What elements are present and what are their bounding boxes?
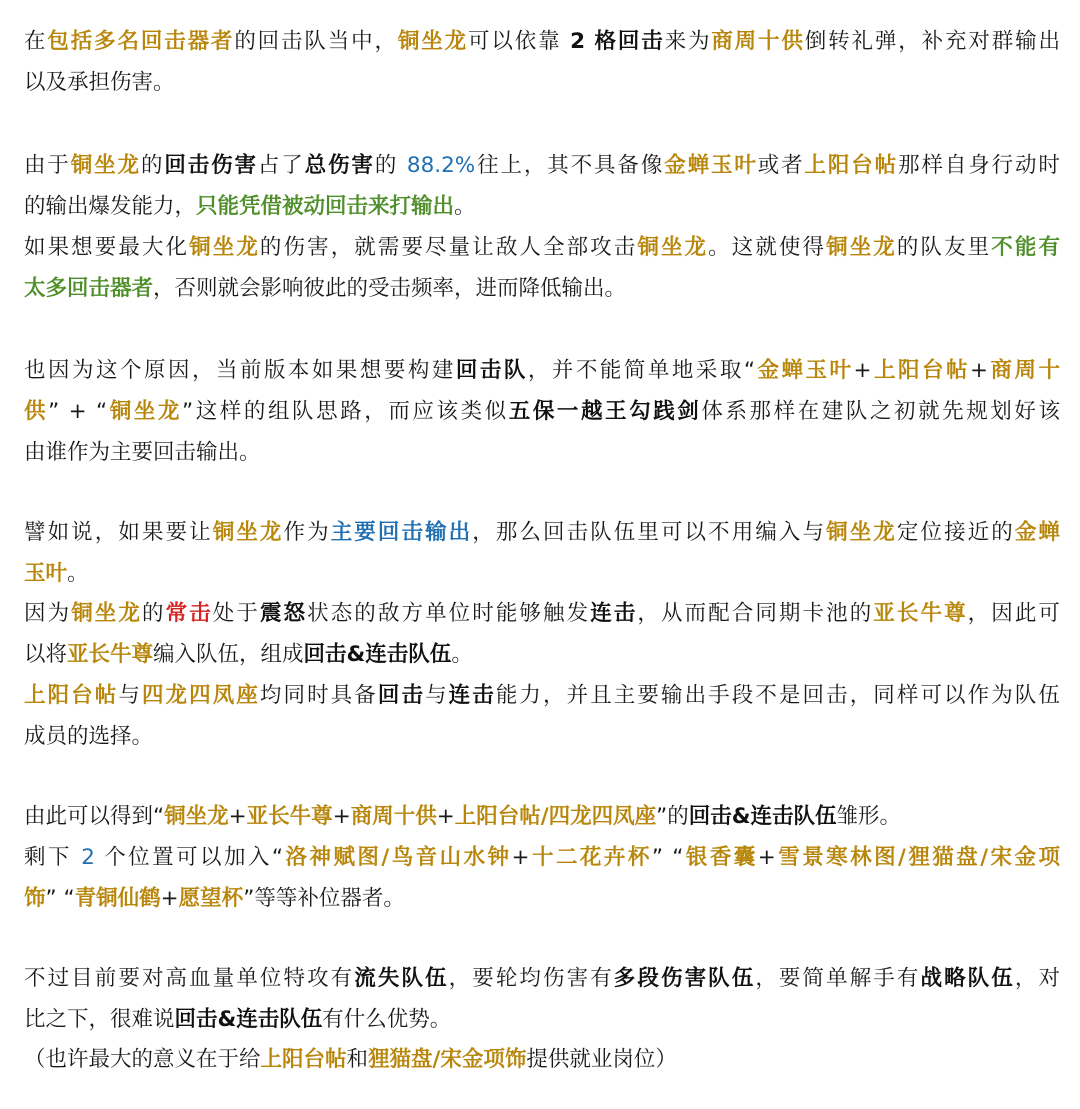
highlight-gold: 洛神赋图/鸟音山水钟 xyxy=(283,845,512,870)
highlight-gold: 狸猫盘/宋金项饰 xyxy=(368,1047,527,1072)
text-span: 的 xyxy=(374,153,407,178)
highlight-gold: 铜坐龙 xyxy=(71,601,142,626)
text-span: 的 xyxy=(140,153,165,178)
text-span: 占了 xyxy=(257,153,305,178)
text-span: 。 xyxy=(67,561,89,586)
text-line xyxy=(24,563,1060,585)
highlight-green: 只能凭借被动回击来打输出 xyxy=(196,194,455,219)
text-span: 。 xyxy=(454,194,476,219)
text-span: 与 xyxy=(425,683,449,708)
highlight-gold: 上阳台帖 xyxy=(871,358,970,383)
text-line xyxy=(24,31,1060,53)
text-span: 倒转礼弹，补充对群输出 xyxy=(804,29,1060,54)
text-span: + xyxy=(160,886,179,911)
text-span: 提供就业岗位） xyxy=(526,1047,677,1072)
highlight-gold: 铜坐龙 xyxy=(397,29,468,54)
text-line xyxy=(24,196,1060,218)
text-span: ” + “ xyxy=(48,399,108,424)
text-span: 不过目前要对高血量单位特攻有 xyxy=(24,966,355,991)
text-span: 均同时具备 xyxy=(259,683,378,708)
highlight-gold: 亚长牛尊 xyxy=(873,601,968,626)
text-line xyxy=(24,968,1060,990)
text-span: ”等等补位器者。 xyxy=(243,886,405,911)
highlight-gold: 铜坐龙 xyxy=(107,399,183,424)
text-span: 剩下 xyxy=(24,845,82,870)
text-span: 状态的敌方单位时能够触发 xyxy=(307,601,591,626)
text-span: 譬如说，如果要让 xyxy=(24,520,213,545)
highlight-bold: 回击&连击队伍 xyxy=(303,642,452,667)
text-span: ” “ xyxy=(45,886,75,911)
highlight-bold: 五保一越王勾践剑 xyxy=(508,399,702,424)
text-line xyxy=(24,847,1060,869)
highlight-gold: 商周十 xyxy=(987,358,1060,383)
text-span: ，并不能简单地采取“ xyxy=(527,358,755,383)
text-span: + xyxy=(436,804,455,829)
text-span: 的伤害，就需要尽量让敌人全部攻击 xyxy=(259,235,638,260)
highlight-bold: 连击 xyxy=(448,683,496,708)
text-span: ，要简单解手有 xyxy=(755,966,921,991)
highlight-gold: 玉叶 xyxy=(24,561,68,586)
text-span: + xyxy=(511,845,530,870)
highlight-gold: 上阳台帖/四龙四凤座 xyxy=(454,804,657,829)
text-span: + xyxy=(228,804,247,829)
highlight-gold: 饰 xyxy=(24,886,46,911)
text-span: 也因为这个原因，当前版本如果想要构建 xyxy=(24,358,456,383)
text-span: 编入队伍，组成 xyxy=(153,642,304,667)
text-line xyxy=(24,360,1060,382)
highlight-bold: 2 格回击 xyxy=(570,29,665,54)
text-line xyxy=(24,1009,1060,1031)
highlight-bold: 连击 xyxy=(590,601,638,626)
highlight-gold: 上阳台帖 xyxy=(804,153,899,178)
highlight-bold: 回击&连击队伍 xyxy=(174,1007,323,1032)
text-span: 与 xyxy=(118,683,142,708)
text-span: 由此可以得到“ xyxy=(24,804,165,829)
highlight-gold: 包括多名回击器者 xyxy=(47,29,235,54)
highlight-blue: 88.2% xyxy=(406,153,476,178)
text-span: 的队友里 xyxy=(896,235,992,260)
text-line xyxy=(24,888,1060,910)
highlight-gold: 铜坐龙 xyxy=(212,520,284,545)
text-span: 能力，并且主要输出手段不是回击，同样可以作为队伍 xyxy=(495,683,1060,708)
text-line xyxy=(24,278,1060,300)
text-span: 的输出爆发能力， xyxy=(24,194,197,219)
text-span: 的 xyxy=(141,601,166,626)
text-span: 因为 xyxy=(24,601,72,626)
text-span: 个位置可以加入“ xyxy=(94,845,284,870)
text-span: （也许最大的意义在于给 xyxy=(24,1047,261,1072)
text-span: 来为 xyxy=(664,29,712,54)
text-span: 那样自身行动时 xyxy=(898,153,1060,178)
text-span: ，对 xyxy=(1014,966,1060,991)
text-span: 由谁作为主要回击输出。 xyxy=(24,440,261,465)
text-span: ” “ xyxy=(651,845,684,870)
highlight-bold: 回击伤害 xyxy=(164,153,258,178)
highlight-gold: 金蝉 xyxy=(1014,520,1060,545)
highlight-bold: 震怒 xyxy=(259,601,308,626)
highlight-gold: 愿望杯 xyxy=(178,886,244,911)
highlight-gold: 金蝉玉叶 xyxy=(664,153,758,178)
highlight-bold: 多段伤害队伍 xyxy=(613,966,756,991)
text-span: + xyxy=(969,358,988,383)
text-span: 雏形。 xyxy=(836,804,902,829)
highlight-green: 不能有 xyxy=(991,235,1060,260)
highlight-gold: 铜坐龙 xyxy=(189,235,260,260)
text-line xyxy=(24,806,1060,828)
text-span: 可以依靠 xyxy=(467,29,571,54)
text-span: 体系那样在建队之初就先规划好该 xyxy=(701,399,1060,424)
text-span: 的回击队当中， xyxy=(234,29,398,54)
text-span: 或者 xyxy=(757,153,805,178)
highlight-gold: 铜坐龙 xyxy=(637,235,709,260)
text-span: ”这样的组队思路，而应该类似 xyxy=(182,399,509,424)
highlight-gold: 铜坐龙 xyxy=(164,804,229,829)
text-span: 在 xyxy=(24,29,48,54)
text-span: ，要轮均伤害有 xyxy=(448,966,614,991)
text-span: 以将 xyxy=(24,642,68,667)
text-line xyxy=(24,1049,1060,1071)
text-span: + xyxy=(332,804,351,829)
text-span: 由于 xyxy=(24,153,71,178)
text-span: ”的 xyxy=(656,804,689,829)
text-span: 。这就使得 xyxy=(708,235,827,260)
text-span: ，因此可 xyxy=(967,601,1060,626)
text-span: 处于 xyxy=(212,601,260,626)
highlight-gold: 铜坐龙 xyxy=(826,520,897,545)
highlight-gold: 亚长牛尊 xyxy=(67,642,154,667)
text-line xyxy=(24,685,1060,707)
text-span: ，否则就会影响彼此的受击频率，进而降低输出。 xyxy=(153,276,627,301)
text-line xyxy=(24,603,1060,625)
highlight-gold: 四龙四凤座 xyxy=(141,683,260,708)
text-span: ，那么回击队伍里可以不用编入与 xyxy=(472,520,827,545)
highlight-gold: 上阳台帖 xyxy=(24,683,119,708)
highlight-bold: 战略队伍 xyxy=(920,966,1015,991)
text-line xyxy=(24,401,1060,423)
highlight-gold: 商周十供 xyxy=(711,29,805,54)
text-line xyxy=(24,72,1060,94)
highlight-gold: 亚长牛尊 xyxy=(246,804,333,829)
text-span: 成员的选择。 xyxy=(24,724,154,749)
text-line xyxy=(24,522,1060,544)
highlight-gold: 青铜仙鹤 xyxy=(74,886,161,911)
highlight-red: 常击 xyxy=(165,601,213,626)
text-span: 和 xyxy=(346,1047,369,1072)
text-span: 。 xyxy=(451,642,473,667)
highlight-gold: 商周十供 xyxy=(350,804,437,829)
text-span: + xyxy=(757,845,776,870)
highlight-bold: 回击&连击队伍 xyxy=(688,804,837,829)
text-span: 作为 xyxy=(283,520,331,545)
highlight-green: 太多回击器者 xyxy=(24,276,154,301)
highlight-gold: 铜坐龙 xyxy=(70,153,141,178)
highlight-gold: 银香囊 xyxy=(683,845,758,870)
text-span: 往上，其不具备像 xyxy=(475,153,665,178)
text-line xyxy=(24,644,1060,666)
highlight-bluebold: 主要回击输出 xyxy=(330,520,473,545)
highlight-bold: 回击队 xyxy=(455,358,528,383)
text-line xyxy=(24,155,1060,177)
text-span: ，从而配合同期卡池的 xyxy=(637,601,874,626)
text-span: 有什么优势。 xyxy=(322,1007,452,1032)
text-span: 如果想要最大化 xyxy=(24,235,190,260)
text-line xyxy=(24,237,1060,259)
highlight-gold: 金蝉玉叶 xyxy=(754,358,854,383)
text-span: + xyxy=(853,358,872,383)
highlight-gold: 上阳台帖 xyxy=(260,1047,347,1072)
text-span: 以及承担伤害。 xyxy=(24,70,175,95)
text-line xyxy=(24,442,1060,464)
highlight-gold: 供 xyxy=(24,399,49,424)
highlight-bold: 总伤害 xyxy=(304,153,375,178)
highlight-blue: 2 xyxy=(81,845,95,870)
highlight-gold: 铜坐龙 xyxy=(826,235,897,260)
highlight-bold: 流失队伍 xyxy=(354,966,449,991)
text-span: 比之下，很难说 xyxy=(24,1007,175,1032)
text-line xyxy=(24,726,1060,748)
highlight-gold: 雪景寒林图/狸猫盘/宋金项 xyxy=(775,845,1060,870)
text-span: 定位接近的 xyxy=(896,520,1015,545)
highlight-gold: 十二花卉杯 xyxy=(529,845,652,870)
highlight-bold: 回击 xyxy=(377,683,426,708)
